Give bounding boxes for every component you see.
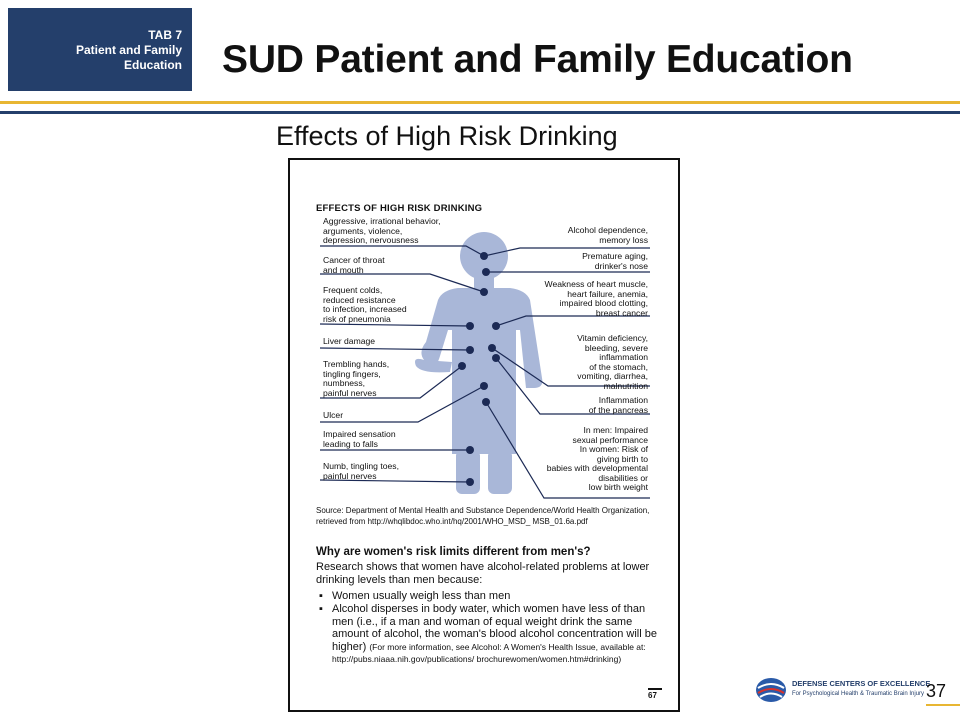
label-dependence: Alcohol dependence, memory loss [567,225,648,245]
label-sensation: Impaired sensation leading to falls [323,429,396,449]
logo-subtitle: For Psychological Health & Traumatic Brain Injury [792,691,925,697]
human-figure [415,232,542,494]
header-rule-navy [0,111,960,114]
tab-line-1: TAB 7 [148,28,182,42]
label-toes: Numb, tingling toes, painful nerves [323,461,399,481]
label-heart: Weakness of heart muscle, heart failure, anemia, impaired blood clotting, breast cancer [544,279,648,318]
tab-badge [8,8,192,91]
figure-heading: EFFECTS OF HIGH RISK DRINKING [316,203,483,214]
document-page-number: 67 [648,691,657,700]
source-citation: Source: Department of Mental Health and Substance Dependence/World Health Organization, retrieved from http://whqlibdoc.who.int/hq/2001/WHO_MSD_ MSB_01.6a.pdf [316,506,650,526]
label-throat-cancer: Cancer of throat and mouth [323,255,385,275]
label-trembling: Trembling hands, tingling fingers, numbness, painful nerves [323,359,390,398]
bullet-text [332,603,666,666]
label-sexual: In men: Impaired sexual performance In women: Risk of giving birth to babies with developmental disabilities or low birth weight [546,425,648,492]
label-pancreas: Inflammation of the pancreas [588,395,648,415]
page-title: SUD Patient and Family Education [222,38,853,81]
header-rule-gold [0,101,960,104]
bullet-text: Women usually weigh less than men [332,590,511,602]
document-page: EFFECTS OF HIGH RISK DRINKING Aggressive, irrational behavior, arguments, violence, depression, nervousness Cancer of throat and mouth Frequent colds, reduced resistance to infection, increased risk of pneumonia Liver damage Trembling hands, tingling fingers, numbness, painful nerves Ulcer Impaired sensation leading to falls Numb, tingling toes, painful nerves Alcohol dependence, memory loss Premature aging, drinker's nose Weakness of heart muscle, heart failure, anemia, impaired blood clotting, breast cancer Vitamin deficiency, bleeding, severe inflammation of the stomach, vomiting, diarrhea, malnutrition Inflammation of the pancreas In men: Impaired sexual performance In women: Risk of giving birth to babies with developmental disabilities or low birth weight Source: Department of Mental Health and Substance Dependence/World Health Organization, retrieved from http://whqlibdoc.who.int/hq/2001/WHO_MSD_ MSB_01.6a.pdf Why are women's risk limits different from men's? Research shows that women have alcohol-related problems at lower drinking levels than men because: ▪ Women usually weigh less than men ▪ Alcohol disperses in body water, which women have less of than men (i.e., if a man and woman of equal weight drink the same amount of alcohol, the woman's blood alcohol concentration will be higher) (For more information, see Alcohol: A Women's Health Issue, available at: http://pubs.niaaa.nih.gov/publications/ brochurewomen/women.htm#drinking) 67 [288,158,680,712]
globe-logo-icon [754,676,788,704]
label-aging: Premature aging, drinker's nose [582,251,648,271]
tab-line-2: Patient and Family [75,43,182,57]
bullet-note: (For more information, see Alcohol: A Women's Health Issue, available at: http://pubs.niaaa.nih.gov/publications/ brochurewomen/women.htm#drinking) [332,641,646,664]
label-liver: Liver damage [323,336,376,346]
explanation-paragraph: Research shows that women have alcohol-related problems at lower drinking levels than men because: [316,561,650,586]
logo-text [792,679,930,699]
question-heading: Why are women's risk limits different from men's? [316,546,591,558]
slide-subtitle: Effects of High Risk Drinking [276,121,618,151]
tab-line-3: Education [123,58,182,72]
bullet-main-text: Alcohol disperses in body water, which women have less of than men (i.e., if a man and woman of equal weight drink the same amount of alcohol, the woman's blood alcohol concentration will be higher) [332,603,657,653]
label-behavior: Aggressive, irrational behavior, arguments, violence, depression, nervousness [323,216,441,245]
slide-number-rule [926,704,960,706]
page-number-rule [648,688,662,690]
label-stomach: Vitamin deficiency, bleeding, severe inflammation of the stomach, vomiting, diarrhea, malnutrition [577,333,648,391]
slide-number: 37 [926,681,947,701]
logo-name: DEFENSE CENTERS OF EXCELLENCE [792,679,931,688]
label-colds: Frequent colds, reduced resistance to infection, increased risk of pneumonia [323,285,407,324]
label-ulcer: Ulcer [323,410,344,420]
